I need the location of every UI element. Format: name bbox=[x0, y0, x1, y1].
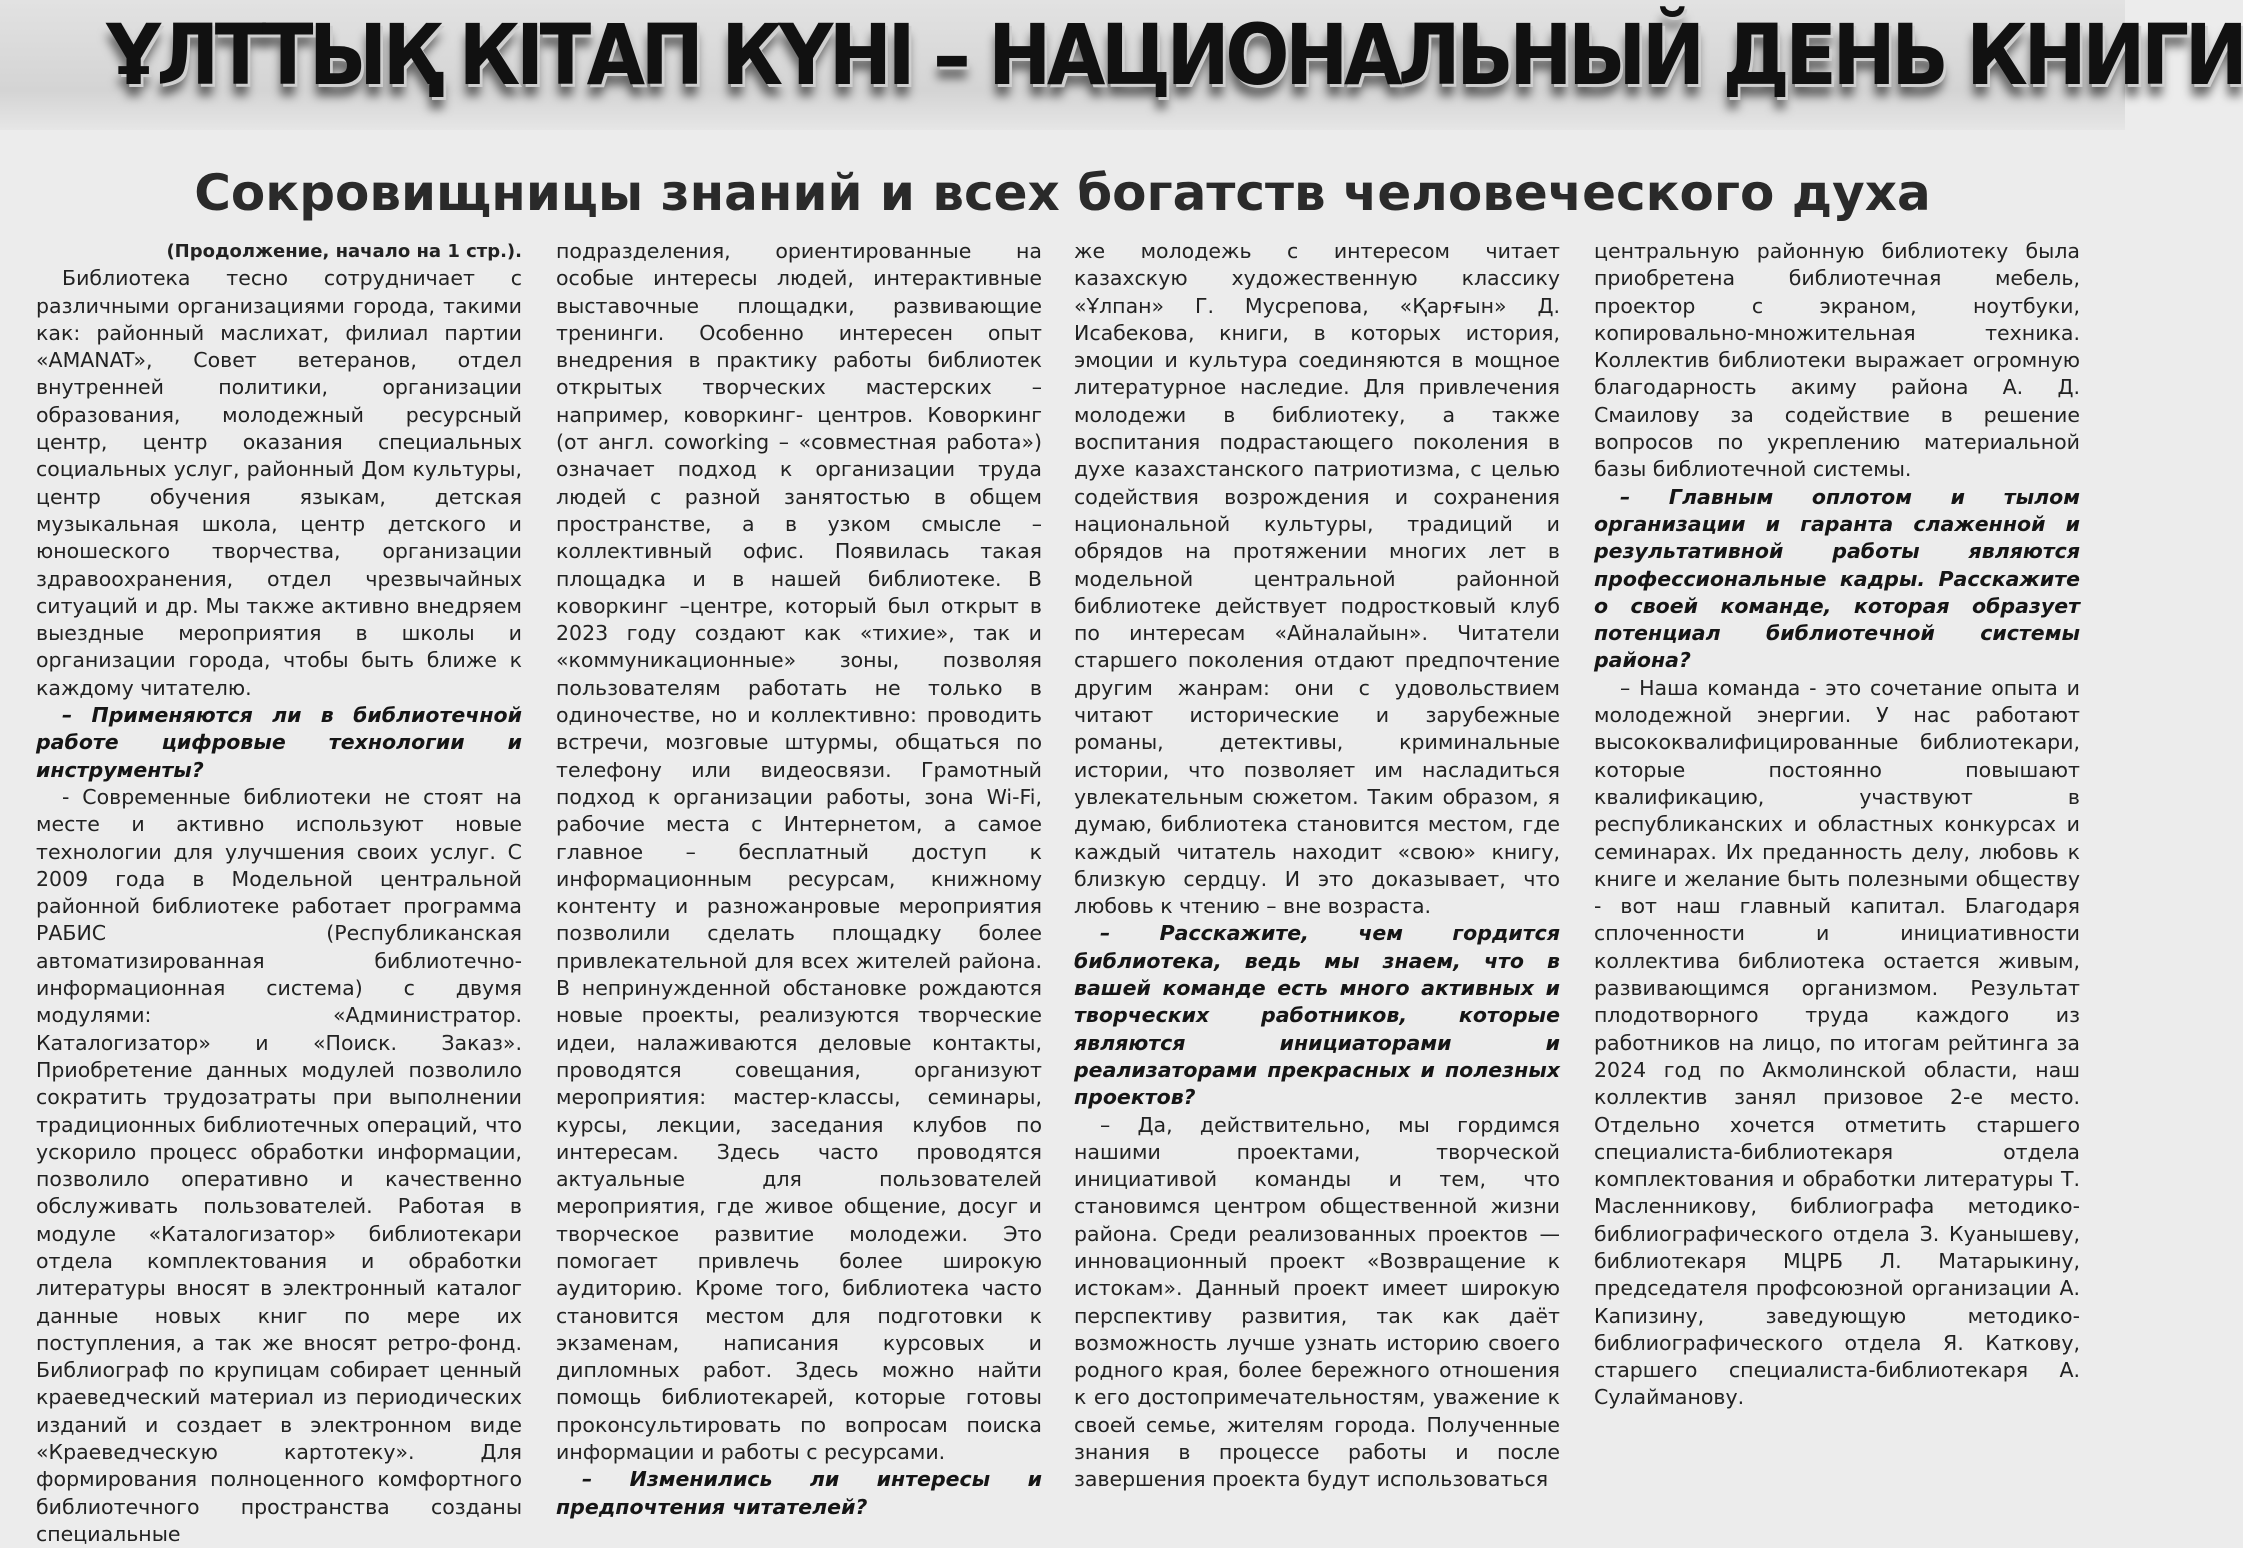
interview-question: – Изменились ли интересы и предпочтения читателей? bbox=[556, 1467, 1042, 1519]
article-column-1 bbox=[36, 238, 522, 1546]
article-column-3 bbox=[1074, 238, 1560, 1492]
interview-question: – Расскажите, чем гордится библиотека, ведь мы знаем, что в вашей команде есть много активных и творческих работников, которые являются инициаторами и реализаторами прекрасных и полезных проектов? bbox=[1074, 921, 1560, 1110]
continuation-note: (Продолжение, начало на 1 стр.). bbox=[166, 241, 522, 262]
paragraph: – Да, действительно, мы гордимся нашими проектами, творческой инициативой команды и тем, что становимся центром общественной жизни района. Среди реализованных проектов — инновационный проект «Возвращение к истокам». Данный проект имеет широкую перспективу развития, так как даёт возможность лучше узнать историю своего родного края, более бережного отношения к его достопримечательностям, уважение к своей семье, жителям города. Полученные знания в процессе работы и после завершения проекта будут использоваться bbox=[1074, 1112, 1560, 1492]
paragraph: – Наша команда - это сочетание опыта и молодежной энергии. У нас работают высококвалифицированные библиотекари, которые постоянно повышают квалификацию, участвуют в республиканских и областных конкурсах и семинарах. Их преданность делу, любовь к книге и желание быть полезными обществу - вот наш главный капитал. Благодаря сплоченности и инициативности коллектива библиотека остается живым, развивающимся организмом. Результат плодотворного труда каждого из работников на лицо, по итогам рейтинга за 2024 год по Акмолинской области, наш коллектив занял призовое 2-е место. Отдельно хочется отметить старшего специалиста-библиотекаря отдела комплектования и обработки литературы Т. Масленникову, библиографа методико-библиографического отдела З. Куанышеву, библиотекаря МЦРБ Л. Матарыкину, председателя профсоюзной организации А. Капизину, заведующую методико-библиографического отдела Я. Каткову, старшего специалиста-библиотекаря А. Сулайманову. bbox=[1594, 675, 2080, 1410]
paragraph: подразделения, ориентированные на особые интересы людей, интерактивные выставочные площадки, развивающие тренинги. Особенно интересен опыт внедрения в практику работы библиотек открытых творческих мастерских – например, коворкинг- центров. Коворкинг (от англ. coworking – «совместная работа») означает подход к организации труда людей с разной занятостью в общем пространстве, а в узком смысле – коллективный офис. Появилась такая площадка и в нашей библиотеке. В коворкинг –центре, который был открыт в 2023 году создают как «тихие», так и «коммуникационные» зоны, позволяя пользователям работать не только в одиночестве, но и коллективно: проводить встречи, мозговые штурмы, общаться по телефону или видеосвязи. Грамотный подход к организации работы, зона Wi-Fi, рабочие места с Интернетом, а самое главное – бесплатный доступ к информационным ресурсам, книжному контенту и разножанровые мероприятия позволили сделать площадку более привлекательной для всех жителей района. В непринужденной обстановке рождаются новые проекты, реализуются творческие идеи, налаживаются деловые контакты, проводятся совещания, организуют мероприятия: мастер-классы, семинары, курсы, лекции, заседания клубов по интересам. Здесь часто проводятся актуальные для пользователей мероприятия, где живое общение, досуг и творческое развитие молодежи. Это помогает привлечь более широкую аудиторию. Кроме того, библиотека часто становится местом для подготовки к экзаменам, написания курсовых и дипломных работ. Здесь можно найти помощь библиотекарей, которые готовы проконсультировать по вопросам поиска информации и работы с ресурсами. bbox=[556, 239, 1042, 1465]
interview-question: – Применяются ли в библиотечной работе цифровые технологии и инструменты? bbox=[36, 703, 522, 782]
section-banner bbox=[0, 0, 2243, 130]
paragraph: центральную районную библиотеку была приобретена библиотечная мебель, проектор с экраном, ноутбуки, копировально-множительная техника. Коллектив библиотеки выражает огромную благодарность акиму района А. Д. Смаилову за содействие в решение вопросов по укреплению материальной базы библиотечной системы. bbox=[1594, 239, 2080, 482]
section-title: ҰЛТТЫҚ КІТАП КҮНІ – НАЦИОНАЛЬНЫЙ ДЕНЬ КНИГИ bbox=[106, 6, 2243, 104]
article-headline: Сокровищницы знаний и всех богатств человеческого духа bbox=[194, 164, 1931, 222]
paragraph: - Современные библиотеки не стоят на месте и активно используют новые технологии для улучшения своих услуг. С 2009 года в Модельной центральной районной библиотеке работает программа РАБИС (Республиканская автоматизированная библиотечно-информационная система) с двумя модулями: «Администратор. Каталогизатор» и «Поиск. Заказ». Приобретение данных модулей позволило сократить трудозатраты при выполнении традиционных библиотечных операций, что ускорило процесс обработки информации, позволило оперативно и качественно обслуживать пользователей. Работая в модуле «Каталогизатор» библиотекари отдела комплектования и обработки литературы вносят в электронный каталог данные новых книг по мере их поступления, а так же вносят ретро-фонд. Библиограф по крупицам собирает ценный краеведческий материал из периодических изданий и создает в электронном виде «Краеведческую картотеку». Для формирования полноценного комфортного библиотечного пространства созданы специальные bbox=[36, 784, 522, 1546]
interview-question: – Главным оплотом и тылом организации и гаранта слаженной и результативной работы являются профессиональные кадры. Расскажите о своей команде, которая образует потенциал библиотечной системы района? bbox=[1594, 484, 2080, 673]
article-column-4 bbox=[1594, 238, 2080, 1410]
paragraph: Библиотека тесно сотрудничает с различными организациями города, такими как: районный маслихат, филиал партии «AMANAT», Совет ветеранов, отдел внутренней политики, организации образования, молодежный ресурсный центр, центр оказания специальных социальных услуг, районный Дом культуры, центр обучения языкам, детская музыкальная школа, центр детского и юношеского творчества, организации здравоохранения, отдел чрезвычайных ситуаций и др. Мы также активно внедряем выездные мероприятия в школы и организации города, чтобы быть ближе к каждому читателю. bbox=[36, 266, 522, 700]
paragraph: же молодежь с интересом читает казахскую художественную классику «Ұлпан» Г. Мусрепова, «Қарғын» Д. Исабекова, книги, в которых история, эмоции и культура соединяются в мощное литературное наследие. Для привлечения молодежи в библиотеку, а также воспитания подрастающего поколения в духе казахстанского патриотизма, с целью содействия возрождения и сохранения национальной культуры, традиций и обрядов на протяжении многих лет в модельной центральной районной библиотеке действует подростковый клуб по интересам «Айналайын». Читатели старшего поколения отдают предпочтение другим жанрам: они с удовольствием читают исторические и зарубежные романы, детективы, криминальные истории, что позволяет им насладиться увлекательным сюжетом. Таким образом, я думаю, библиотека становится местом, где каждый читатель находит «свою» книгу, близкую сердцу. И это доказывает, что любовь к чтению – вне возраста. bbox=[1074, 239, 1560, 919]
article-column-2 bbox=[556, 238, 1042, 1519]
